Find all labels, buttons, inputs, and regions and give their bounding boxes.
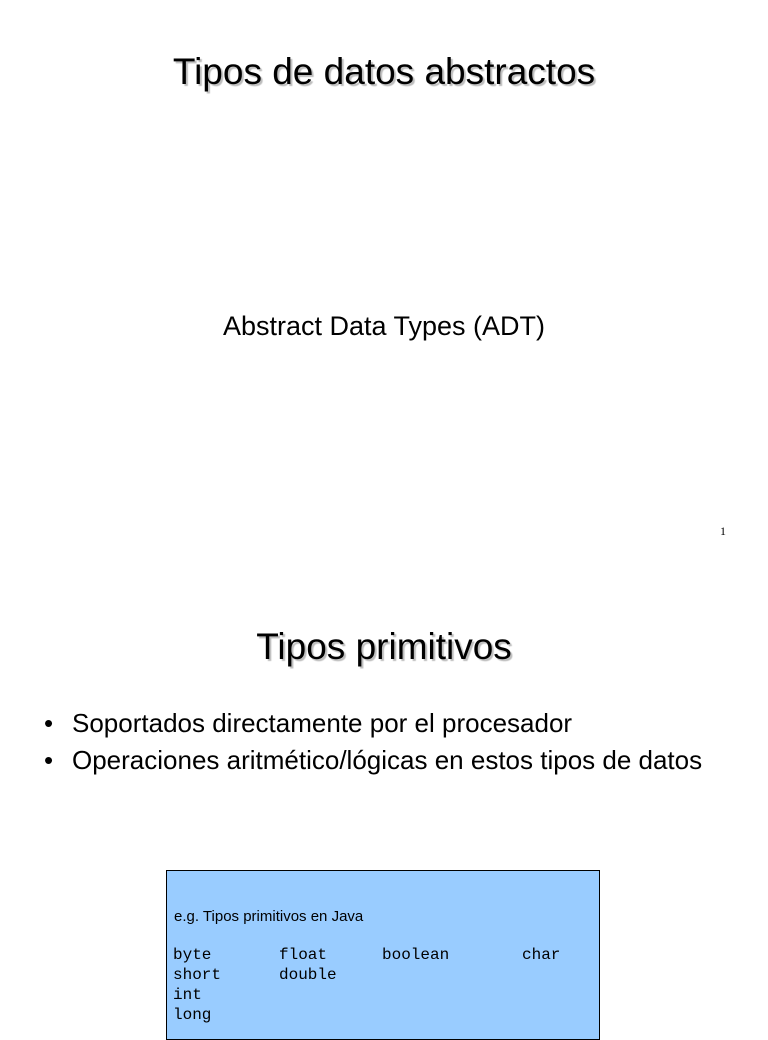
bullet-item — [44, 708, 734, 739]
type-cell — [522, 965, 582, 985]
type-cell — [279, 985, 382, 1005]
type-cell — [522, 985, 582, 1005]
slide-title: Tipos de datos abstractos — [172, 51, 596, 92]
type-cell — [279, 1005, 382, 1025]
type-cell — [382, 965, 522, 985]
bullet-list — [44, 708, 734, 782]
type-cell: char — [522, 946, 561, 964]
type-cell — [522, 1005, 582, 1025]
bullet-item — [44, 745, 734, 776]
table-row — [173, 1005, 582, 1025]
type-cell — [382, 985, 522, 1005]
type-cell: int — [173, 986, 202, 1004]
type-cell: long — [173, 1006, 212, 1024]
type-cell: short — [173, 966, 222, 984]
slide-subtitle: Abstract Data Types (ADT) — [222, 311, 546, 341]
type-cell: byte — [173, 946, 212, 964]
bullet-icon: • — [44, 745, 54, 775]
bullet-text: Soportados directamente por el procesador — [72, 708, 573, 738]
table-row — [173, 985, 582, 1005]
type-cell — [382, 1005, 522, 1025]
table-row — [173, 945, 582, 965]
type-cell: double — [279, 966, 337, 984]
slide-title: Tipos primitivos — [256, 626, 512, 667]
page-number: 1 — [720, 524, 726, 538]
java-types-box-title: e.g. Tipos primitivos en Java — [174, 908, 364, 925]
type-cell: float — [279, 946, 328, 964]
type-cell: boolean — [382, 946, 450, 964]
bullet-icon: • — [44, 708, 54, 738]
table-row — [173, 965, 582, 985]
java-types-table — [173, 945, 582, 1025]
bullet-text: Operaciones aritmético/lógicas en estos tipos de datos — [72, 745, 703, 775]
java-types-box — [166, 870, 600, 1040]
